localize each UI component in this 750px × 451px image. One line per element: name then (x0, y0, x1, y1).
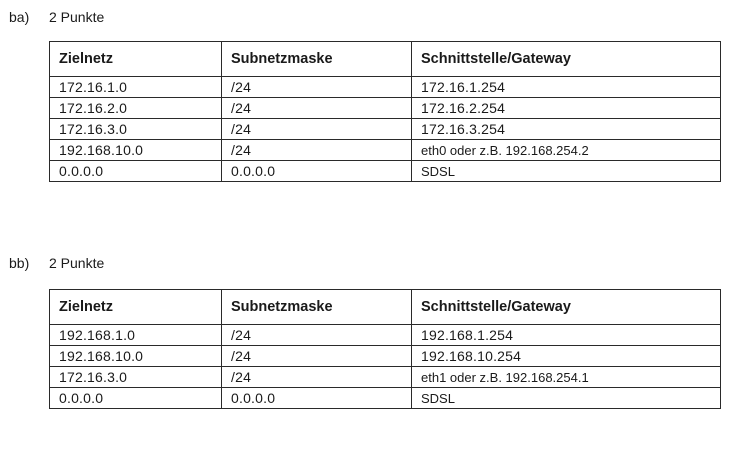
table-header-row (50, 290, 721, 325)
cell-zielnetz: 172.16.3.0 (50, 367, 222, 388)
cell-gateway: SDSL (412, 161, 721, 182)
cell-zielnetz: 0.0.0.0 (50, 388, 222, 409)
section-points: 2 Punkte (49, 9, 105, 25)
cell-gateway: 192.168.10.254 (412, 346, 721, 367)
cell-zielnetz: 192.168.10.0 (50, 140, 222, 161)
cell-gateway: 172.16.2.254 (412, 98, 721, 119)
cell-gateway: 172.16.3.254 (412, 119, 721, 140)
table-row (50, 346, 721, 367)
header-gateway: Schnittstelle/Gateway (412, 290, 721, 325)
table-row (50, 367, 721, 388)
cell-gateway: 172.16.1.254 (412, 77, 721, 98)
header-subnetzmaske: Subnetzmaske (222, 290, 412, 325)
cell-gateway: 192.168.1.254 (412, 325, 721, 346)
table-row (50, 77, 721, 98)
cell-zielnetz: 172.16.3.0 (50, 119, 222, 140)
cell-zielnetz: 192.168.1.0 (50, 325, 222, 346)
section-heading (9, 254, 104, 272)
cell-subnetzmaske: /24 (222, 119, 412, 140)
cell-subnetzmaske: /24 (222, 346, 412, 367)
cell-subnetzmaske: /24 (222, 325, 412, 346)
cell-subnetzmaske: 0.0.0.0 (222, 161, 412, 182)
routing-table-bb (49, 289, 721, 409)
header-zielnetz: Zielnetz (50, 42, 222, 77)
header-gateway: Schnittstelle/Gateway (412, 42, 721, 77)
header-subnetzmaske: Subnetzmaske (222, 42, 412, 77)
section-heading (9, 8, 104, 26)
table-row (50, 388, 721, 409)
cell-zielnetz: 192.168.10.0 (50, 346, 222, 367)
table-row (50, 98, 721, 119)
cell-gateway: eth0 oder z.B. 192.168.254.2 (412, 140, 721, 161)
cell-subnetzmaske: /24 (222, 140, 412, 161)
table-row (50, 161, 721, 182)
table-row (50, 140, 721, 161)
header-zielnetz: Zielnetz (50, 290, 222, 325)
section-points: 2 Punkte (49, 255, 105, 271)
table-header-row (50, 42, 721, 77)
section-label: bb) (9, 255, 30, 271)
cell-gateway: SDSL (412, 388, 721, 409)
cell-gateway: eth1 oder z.B. 192.168.254.1 (412, 367, 721, 388)
cell-subnetzmaske: /24 (222, 98, 412, 119)
section-label: ba) (9, 9, 30, 25)
cell-zielnetz: 172.16.2.0 (50, 98, 222, 119)
cell-subnetzmaske: 0.0.0.0 (222, 388, 412, 409)
cell-zielnetz: 172.16.1.0 (50, 77, 222, 98)
table-row (50, 119, 721, 140)
cell-subnetzmaske: /24 (222, 367, 412, 388)
cell-zielnetz: 0.0.0.0 (50, 161, 222, 182)
routing-table-ba (49, 41, 721, 182)
cell-subnetzmaske: /24 (222, 77, 412, 98)
table-row (50, 325, 721, 346)
